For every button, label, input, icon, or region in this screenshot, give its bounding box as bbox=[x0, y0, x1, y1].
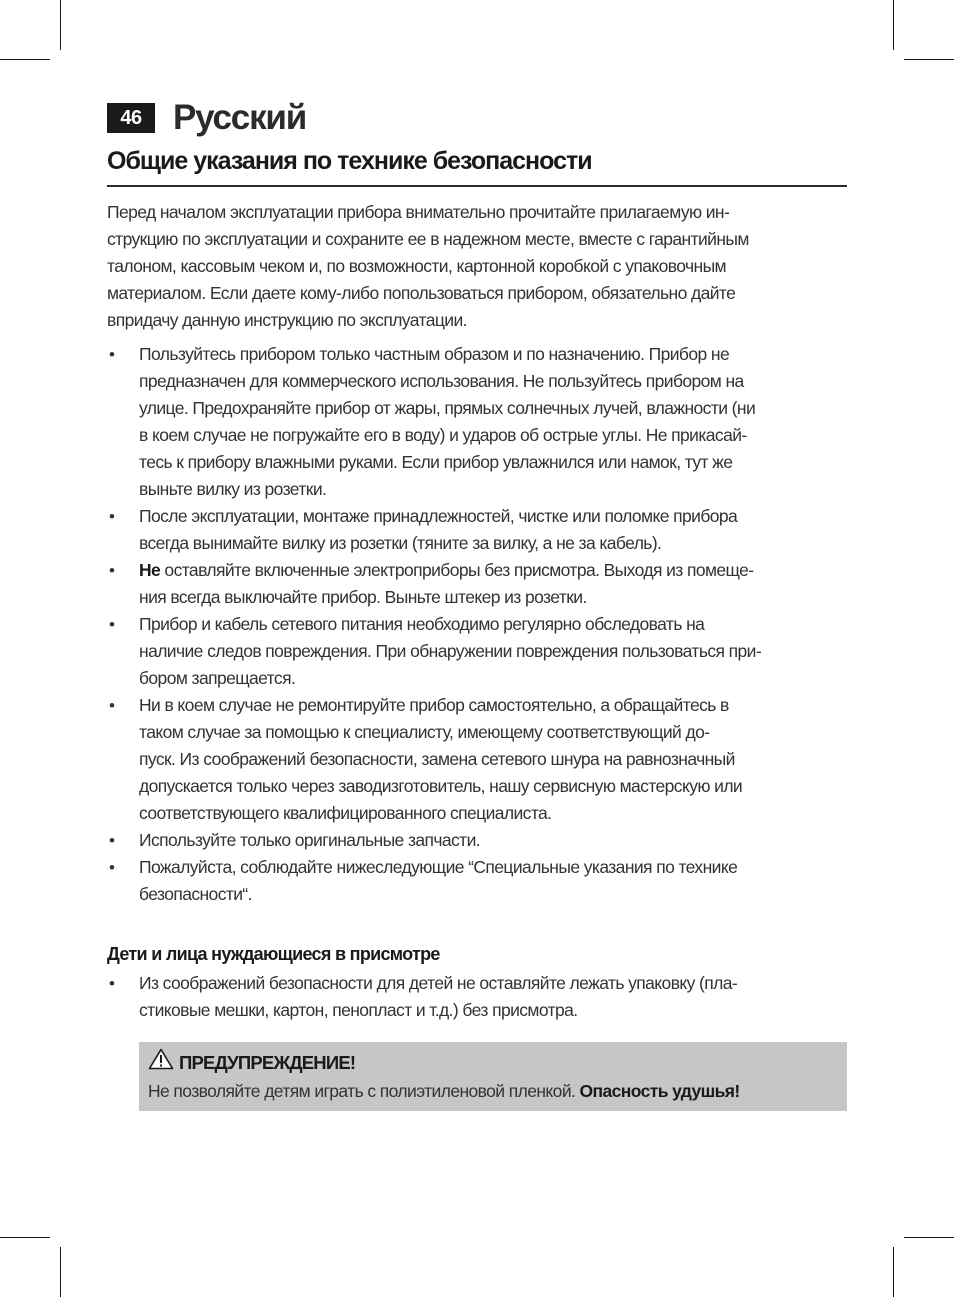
crop-mark bbox=[893, 0, 894, 50]
bullet-icon: • bbox=[109, 345, 115, 364]
main-content bbox=[107, 144, 847, 1111]
language-title: Русский bbox=[173, 98, 307, 137]
warning-box bbox=[139, 1042, 847, 1111]
bullet-line: Из соображений безопасности для детей не оставляйте лежать упаковку (пла- bbox=[139, 973, 738, 993]
bullet-icon: • bbox=[109, 974, 115, 993]
intro-line: талоном, кассовым чеком и, по возможности, картонной коробкой с упаковочным bbox=[107, 256, 726, 276]
bullet-icon: • bbox=[109, 615, 115, 634]
bullet-bold-lead: Не bbox=[139, 560, 161, 580]
warning-header bbox=[148, 1048, 839, 1078]
bullet-line: таком случае за помощью к специалисту, имеющему соответствующий до- bbox=[139, 722, 710, 742]
warning-message: Не позволяйте детям играть с полиэтиленовой пленкой. bbox=[148, 1080, 580, 1101]
intro-line: материалом. Если даете кому-либо попользоваться прибором, обязательно дайте bbox=[107, 283, 736, 303]
crop-mark bbox=[0, 59, 50, 60]
bullet-icon: • bbox=[109, 507, 115, 526]
list-item bbox=[107, 341, 847, 503]
bullet-line: безопасности“. bbox=[139, 884, 252, 904]
warning-triangle-icon bbox=[148, 1048, 179, 1078]
intro-line: струкцию по эксплуатации и сохраните ее в надежном месте, вместе с гарантийным bbox=[107, 229, 749, 249]
crop-mark bbox=[60, 0, 61, 50]
list-item bbox=[107, 503, 847, 557]
list-item bbox=[107, 854, 847, 908]
bullet-line: соответствующего квалифицированного специалиста. bbox=[139, 803, 552, 823]
intro-line: впридачу данную инструкцию по эксплуатации. bbox=[107, 310, 467, 330]
bullet-line: пуск. Из соображений безопасности, замена сетевого шнура на равнозначный bbox=[139, 749, 735, 769]
bullet-line bbox=[139, 557, 847, 584]
bullet-line: улице. Предохраняйте прибор от жары, прямых солнечных лучей, влажности (ни bbox=[139, 398, 756, 418]
page-header bbox=[107, 96, 306, 140]
bullet-line: бором запрещается. bbox=[139, 668, 296, 688]
crop-mark bbox=[60, 1247, 61, 1297]
warning-text bbox=[148, 1078, 839, 1105]
page-number: 46 bbox=[107, 103, 155, 133]
bullet-line: Используйте только оригинальные запчасти. bbox=[139, 830, 481, 850]
bullet-line: в коем случае не погружайте его в воду) и ударов об острые углы. Не прикасай- bbox=[139, 425, 747, 445]
safety-bullet-list bbox=[107, 341, 847, 908]
warning-title: ПРЕДУПРЕЖДЕНИЕ! bbox=[179, 1051, 356, 1073]
children-bullet-list bbox=[107, 970, 847, 1024]
list-item bbox=[107, 611, 847, 692]
crop-mark bbox=[904, 59, 954, 60]
bullet-line: предназначен для коммерческого использования. Не пользуйтесь прибором на bbox=[139, 371, 744, 391]
bullet-line: Пожалуйста, соблюдайте нижеследующие “Специальные указания по технике bbox=[139, 857, 738, 877]
bullet-line: После эксплуатации, монтаже принадлежностей, чистке или поломке прибора bbox=[139, 506, 738, 526]
list-item bbox=[107, 827, 847, 854]
bullet-line: допускается только через заводизготовитель, нашу сервисную мастерскую или bbox=[139, 776, 743, 796]
intro-line: Перед началом эксплуатации прибора внимательно прочитайте прилагаемую ин- bbox=[107, 202, 730, 222]
bullet-line: Пользуйтесь прибором только частным образом и по назначению. Прибор не bbox=[139, 344, 730, 364]
bullet-line: тесь к прибору влажными руками. Если прибор увлажнился или намок, тут же bbox=[139, 452, 733, 472]
bullet-line: Ни в коем случае не ремонтируйте прибор самостоятельно, а обращайтесь в bbox=[139, 695, 729, 715]
list-item bbox=[107, 557, 847, 611]
bullet-line-rest: оставляйте включенные электроприборы без присмотра. Выходя из помеще- bbox=[160, 560, 754, 580]
warning-danger: Опасность удушья! bbox=[579, 1080, 740, 1101]
list-item bbox=[107, 970, 847, 1024]
bullet-line: выньте вилку из розетки. bbox=[139, 479, 327, 499]
children-heading: Дети и лица нуждающиеся в присмотре bbox=[107, 944, 440, 964]
bullet-line: ния всегда выключайте прибор. Выньте штекер из розетки. bbox=[139, 587, 587, 607]
crop-mark bbox=[0, 1237, 50, 1238]
bullet-line: наличие следов повреждения. При обнаружении повреждения пользоваться при- bbox=[139, 641, 762, 661]
intro-paragraph bbox=[107, 199, 847, 334]
crop-mark bbox=[904, 1237, 954, 1238]
bullet-line: Прибор и кабель сетевого питания необходимо регулярно обследовать на bbox=[139, 614, 705, 634]
bullet-icon: • bbox=[109, 831, 115, 850]
list-item bbox=[107, 692, 847, 827]
section-title: Общие указания по технике безопасности bbox=[107, 144, 847, 187]
bullet-icon: • bbox=[109, 561, 115, 580]
bullet-line: стиковые мешки, картон, пенопласт и т.д.) без присмотра. bbox=[139, 1000, 578, 1020]
bullet-icon: • bbox=[109, 858, 115, 877]
bullet-line: всегда вынимайте вилку из розетки (тяните за вилку, а не за кабель). bbox=[139, 533, 662, 553]
bullet-icon: • bbox=[109, 696, 115, 715]
crop-mark bbox=[893, 1247, 894, 1297]
